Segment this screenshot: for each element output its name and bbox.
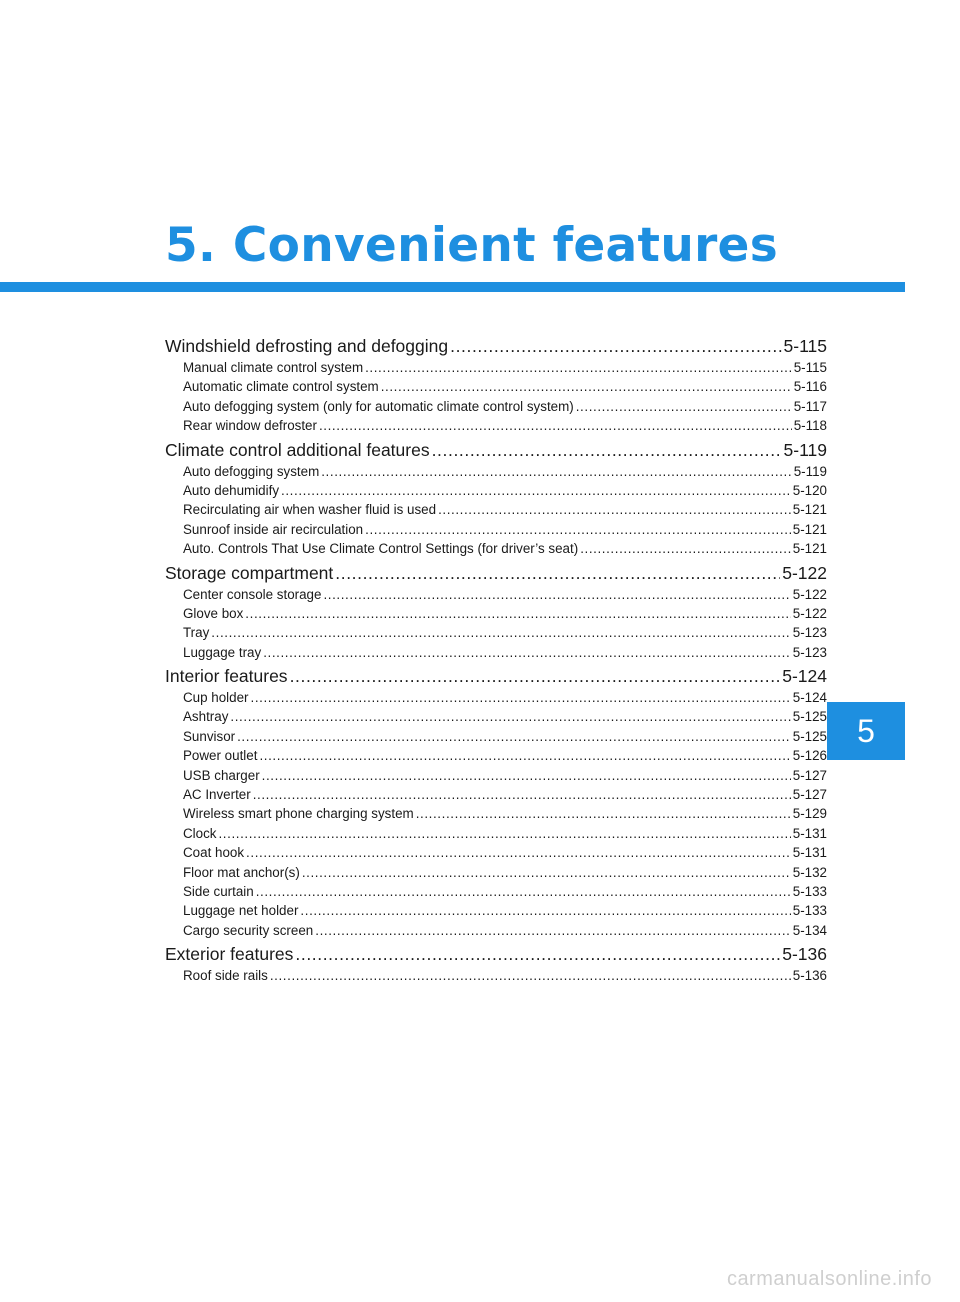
toc-entry-title: Clock [183, 825, 217, 841]
toc-entry-title: Cup holder [183, 690, 249, 706]
dot-leader [381, 377, 792, 396]
dot-leader [315, 921, 791, 940]
dot-leader [321, 462, 792, 481]
toc-entry[interactable] [165, 824, 827, 843]
chapter-title: 5. Convenient features [165, 218, 779, 273]
dot-leader [416, 804, 791, 823]
toc-entry-title: Luggage net holder [183, 903, 299, 919]
toc-entry-page-number: 5-120 [792, 482, 827, 498]
dot-leader [270, 966, 791, 985]
toc-entry-page-number: 5-121 [792, 541, 827, 557]
toc-entry-page-number: 5-122 [792, 605, 827, 621]
toc-entry[interactable] [165, 481, 827, 500]
toc-entry-page-number: 5-131 [792, 825, 827, 841]
toc-entry[interactable] [165, 358, 827, 377]
toc-entry-page-number: 5-119 [793, 463, 827, 479]
toc-entry-title: Roof side rails [183, 968, 268, 984]
toc-entry-page-number: 5-134 [792, 922, 827, 938]
toc-entry-title: Floor mat anchor(s) [183, 864, 300, 880]
dot-leader [365, 358, 792, 377]
toc-entry[interactable] [165, 804, 827, 823]
toc-entry-title: Manual climate control system [183, 360, 364, 375]
dot-leader [262, 766, 791, 785]
toc-section [165, 561, 827, 663]
toc-entry[interactable] [165, 843, 827, 862]
toc-entry[interactable] [165, 462, 827, 481]
toc-entry[interactable] [165, 539, 827, 558]
toc-entry-title: Glove box [183, 605, 244, 621]
toc-entry[interactable] [165, 688, 827, 707]
dot-leader [245, 604, 790, 623]
toc-entry-page-number: 5-124 [792, 690, 827, 706]
toc-section [165, 438, 827, 559]
toc-entry[interactable] [165, 397, 827, 416]
toc-heading[interactable] [165, 942, 827, 966]
dot-leader [281, 481, 791, 500]
toc-entry-page-number: 5-125 [792, 709, 827, 725]
toc-entry[interactable] [165, 585, 827, 604]
toc-entry[interactable] [165, 604, 827, 623]
toc-entry-page-number: 5-122 [792, 586, 827, 602]
dot-leader [365, 520, 791, 539]
toc-entry-title: Recirculating air when washer fluid is used [183, 502, 437, 518]
table-of-contents [165, 334, 827, 988]
toc-heading-page-number: 5-119 [783, 439, 827, 460]
toc-entry-title: Center console storage [183, 586, 322, 602]
toc-entry-page-number: 5-116 [793, 379, 827, 395]
dot-leader [580, 539, 791, 558]
toc-heading-title: Interior features [165, 666, 288, 687]
toc-heading[interactable] [165, 561, 827, 585]
toc-entry-page-number: 5-121 [792, 502, 827, 518]
toc-entry[interactable] [165, 882, 827, 901]
toc-entry-title: Auto dehumidify [183, 482, 280, 498]
toc-entry[interactable] [165, 785, 827, 804]
toc-entry[interactable] [165, 727, 827, 746]
toc-entry-page-number: 5-115 [793, 360, 827, 375]
dot-leader [438, 500, 791, 519]
dot-leader [450, 334, 781, 358]
title-divider-bar [0, 282, 905, 292]
dot-leader [230, 707, 790, 726]
toc-entry[interactable] [165, 966, 827, 985]
toc-entry[interactable] [165, 766, 827, 785]
toc-section [165, 334, 827, 436]
toc-entry[interactable] [165, 901, 827, 920]
dot-leader [211, 623, 790, 642]
toc-entry-page-number: 5-126 [792, 748, 827, 764]
toc-entry-title: Auto. Controls That Use Climate Control Settings (for driver’s seat) [183, 541, 579, 557]
toc-entry-page-number: 5-125 [792, 728, 827, 744]
toc-heading[interactable] [165, 334, 827, 358]
toc-entry[interactable] [165, 500, 827, 519]
dot-leader [256, 882, 791, 901]
toc-entry[interactable] [165, 863, 827, 882]
dot-leader [432, 438, 782, 462]
toc-section [165, 664, 827, 940]
dot-leader [253, 785, 791, 804]
toc-heading-page-number: 5-115 [783, 336, 827, 356]
toc-entry-title: Wireless smart phone charging system [183, 806, 414, 822]
dot-leader [576, 397, 792, 416]
toc-entry[interactable] [165, 746, 827, 765]
toc-entry-title: Auto defogging system (only for automatic climate control system) [183, 398, 574, 414]
toc-entry-title: Sunroof inside air recirculation [183, 521, 364, 537]
toc-entry-page-number: 5-131 [792, 845, 827, 861]
toc-entry-title: Rear window defroster [183, 418, 317, 434]
chapter-tab[interactable]: 5 [827, 702, 905, 760]
toc-entry-title: USB charger [183, 767, 260, 783]
toc-entry[interactable] [165, 377, 827, 396]
toc-heading-page-number: 5-136 [782, 944, 827, 965]
toc-entry-page-number: 5-136 [792, 968, 827, 984]
toc-entry-title: Sunvisor [183, 728, 236, 744]
toc-entry-page-number: 5-117 [793, 398, 827, 414]
toc-entry-title: Cargo security screen [183, 922, 314, 938]
toc-entry[interactable] [165, 643, 827, 662]
dot-leader [251, 688, 791, 707]
toc-entry[interactable] [165, 520, 827, 539]
toc-entry-page-number: 5-118 [793, 418, 827, 434]
toc-entry-title: Auto defogging system [183, 463, 320, 479]
toc-entry-title: Tray [183, 625, 210, 641]
toc-entry[interactable] [165, 921, 827, 940]
dot-leader [237, 727, 791, 746]
dot-leader [259, 746, 790, 765]
dot-leader [323, 585, 790, 604]
toc-entry-page-number: 5-133 [792, 903, 827, 919]
toc-entry-page-number: 5-121 [792, 521, 827, 537]
dot-leader [263, 643, 791, 662]
dot-leader [295, 942, 780, 966]
toc-entry-page-number: 5-132 [792, 864, 827, 880]
dot-leader [319, 416, 792, 435]
toc-entry-page-number: 5-123 [792, 625, 827, 641]
toc-heading-title: Windshield defrosting and defogging [165, 336, 449, 356]
toc-entry[interactable] [165, 623, 827, 642]
toc-heading-title: Climate control additional features [165, 439, 430, 460]
dot-leader [300, 901, 790, 920]
toc-heading[interactable] [165, 664, 827, 688]
toc-entry-title: Luggage tray [183, 644, 262, 660]
toc-entry[interactable] [165, 707, 827, 726]
watermark: carmanualsonline.info [726, 1268, 932, 1290]
toc-heading-page-number: 5-122 [782, 562, 827, 583]
toc-entry-title: Ashtray [183, 709, 229, 725]
toc-heading-title: Exterior features [165, 944, 294, 965]
toc-section [165, 942, 827, 985]
dot-leader [335, 561, 780, 585]
dot-leader [302, 863, 791, 882]
toc-entry-page-number: 5-133 [792, 883, 827, 899]
dot-leader [290, 664, 781, 688]
toc-entry-page-number: 5-129 [792, 806, 827, 822]
toc-entry-page-number: 5-127 [792, 767, 827, 783]
toc-entry-title: Coat hook [183, 845, 245, 861]
toc-entry-page-number: 5-127 [792, 787, 827, 803]
dot-leader [246, 843, 791, 862]
toc-entry[interactable] [165, 416, 827, 435]
toc-entry-title: Automatic climate control system [183, 379, 379, 395]
toc-entry-title: Power outlet [183, 748, 258, 764]
toc-entry-page-number: 5-123 [792, 644, 827, 660]
toc-entry-title: AC Inverter [183, 787, 251, 803]
toc-heading-title: Storage compartment [165, 562, 334, 583]
toc-entry-title: Side curtain [183, 883, 254, 899]
toc-heading-page-number: 5-124 [782, 666, 827, 687]
toc-heading[interactable] [165, 438, 827, 462]
dot-leader [218, 824, 790, 843]
